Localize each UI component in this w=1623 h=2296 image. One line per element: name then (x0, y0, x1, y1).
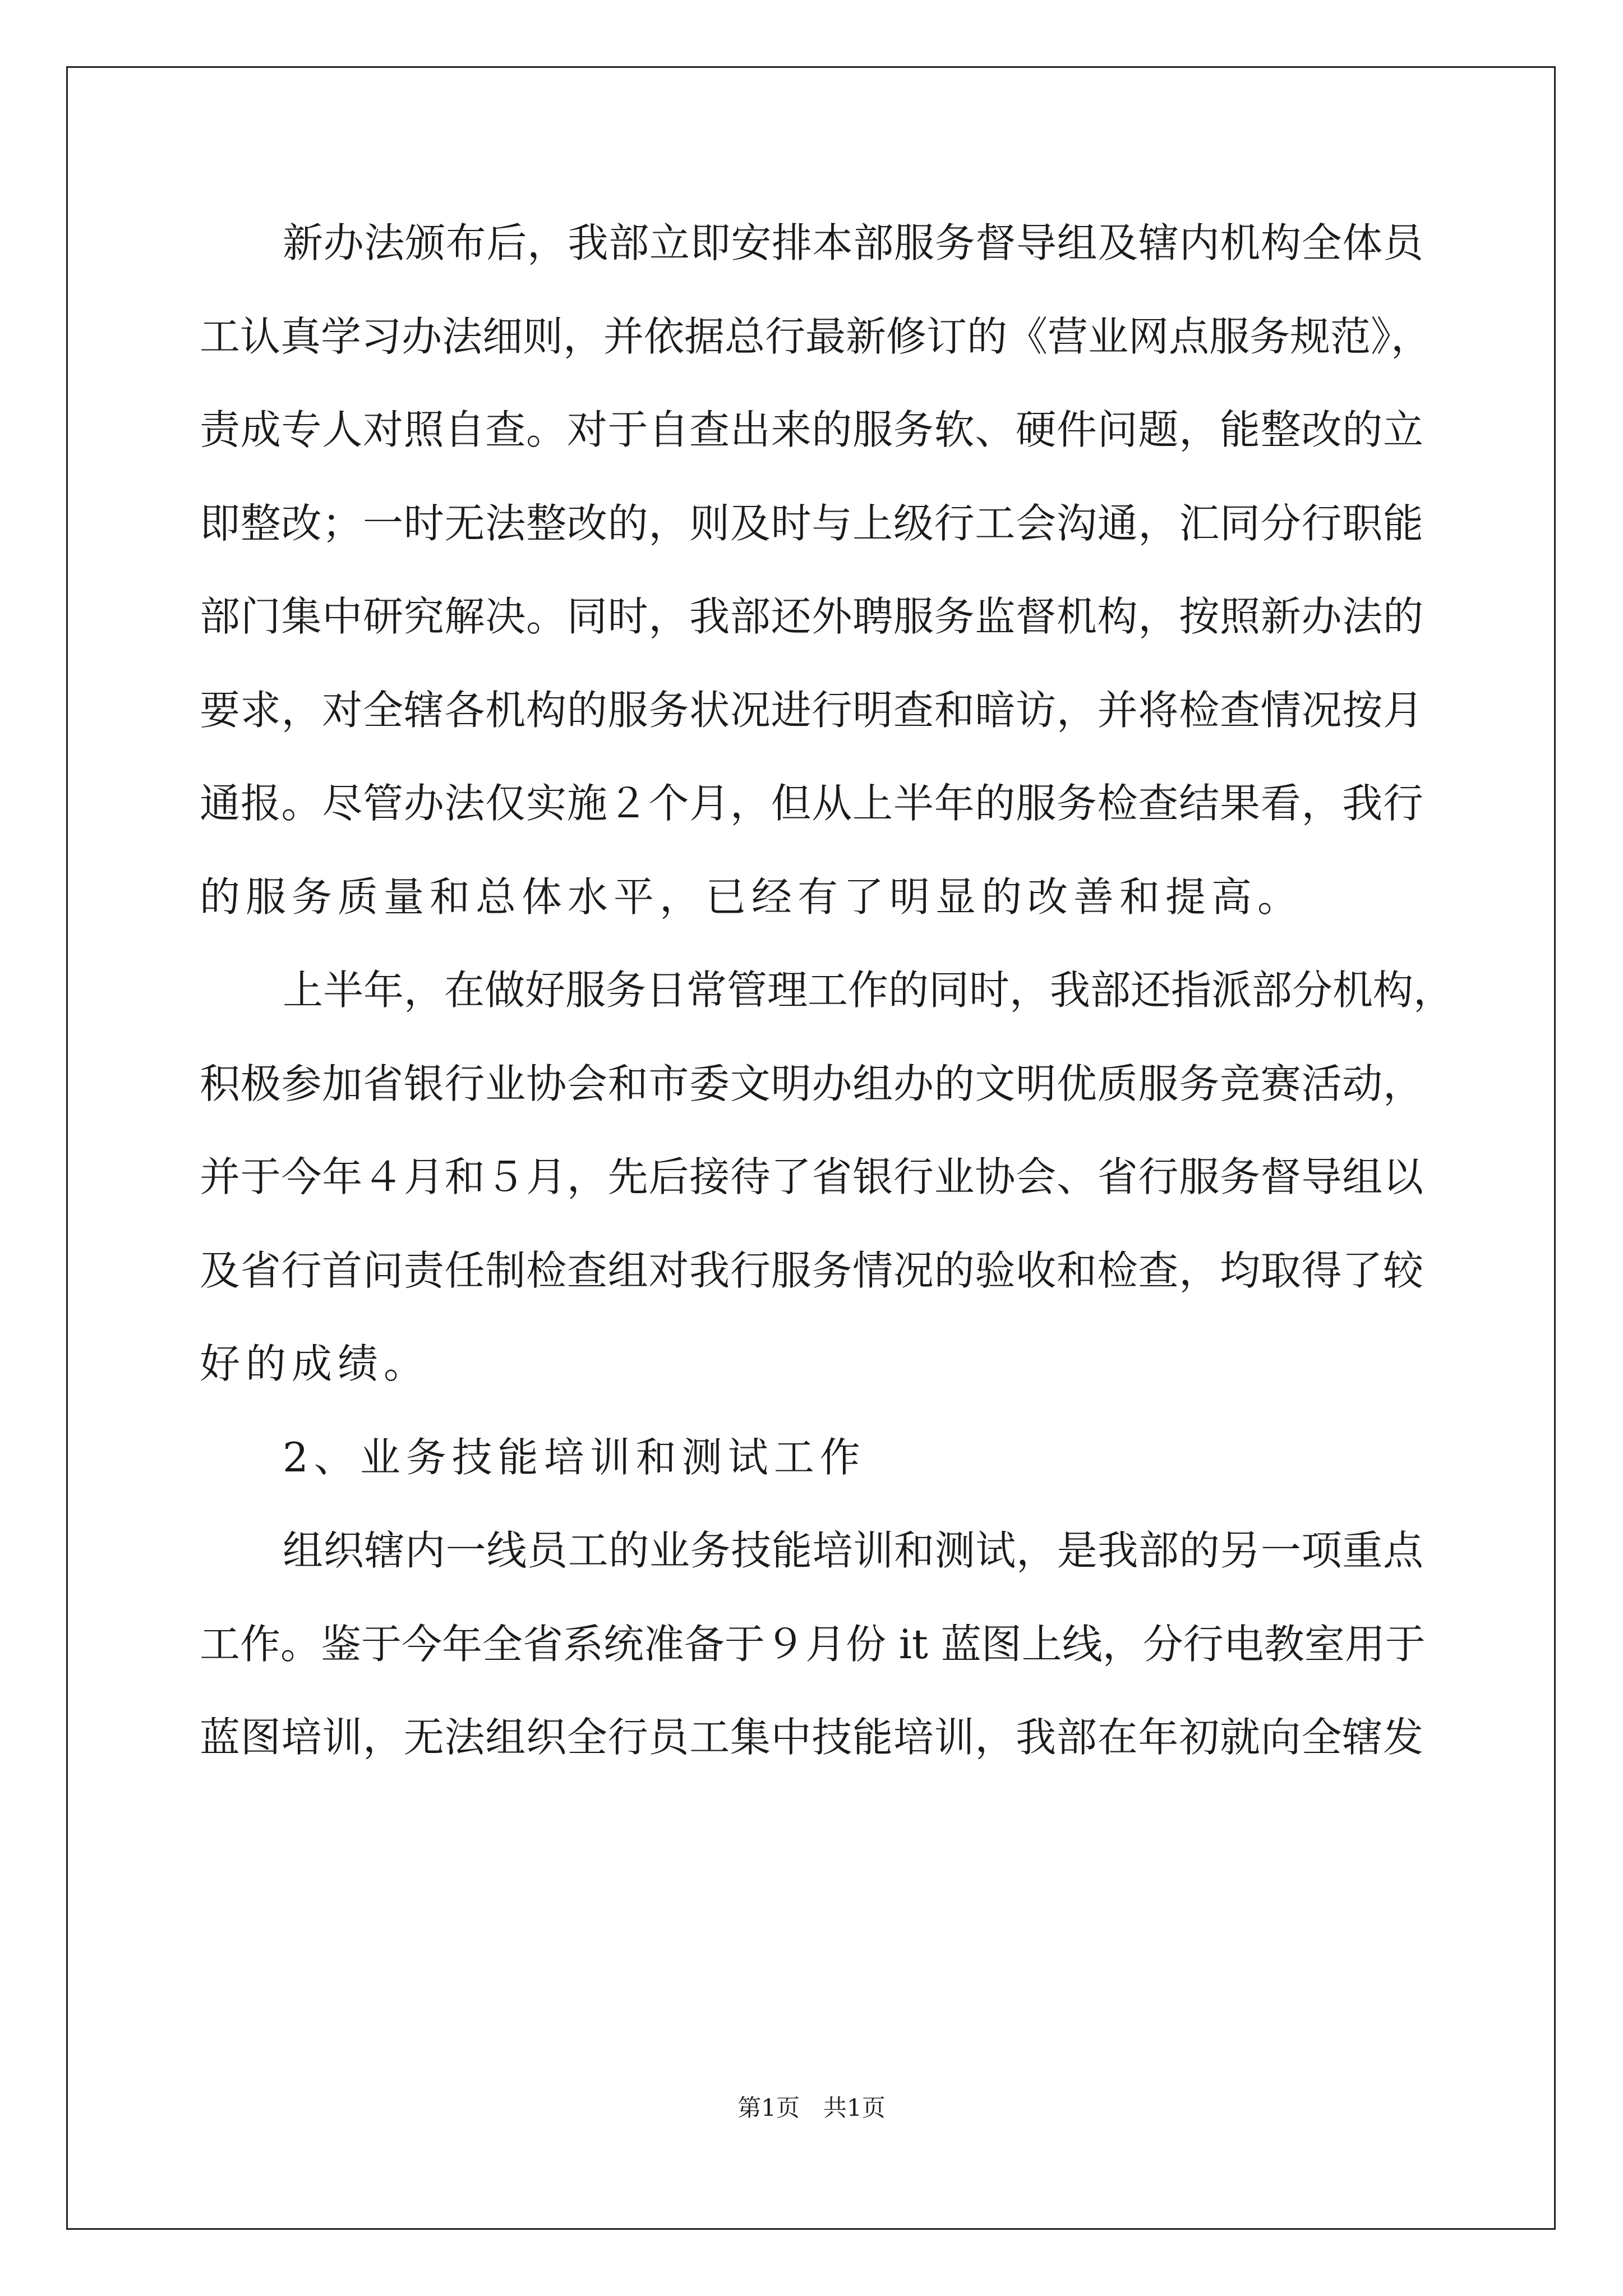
paragraph-2-line-4: 及省行首问责任制检查组对我行服务情况的验收和检查，均取得了较 (200, 1246, 1423, 1294)
paragraph-1-line-5: 部门集中研究解决。同时，我部还外聘服务监督机构，按照新办法的 (200, 593, 1423, 640)
paragraph-2-line-5: 好的成绩。 (200, 1340, 430, 1387)
paragraph-2-line-2: 积极参加省银行业协会和市委文明办组办的文明优质服务竞赛活动， (200, 1060, 1423, 1107)
section-heading: 2、业务技能培训和测试工作 (283, 1433, 866, 1481)
paragraph-2-line-3: 并于今年４月和５月，先后接待了省银行业协会、省行服务督导组以 (200, 1153, 1423, 1200)
paragraph-3-line-3: 蓝图培训，无法组织全行员工集中技能培训，我部在年初就向全辖发 (200, 1714, 1423, 1761)
paragraph-1-line-7: 通报。尽管办法仅实施２个月，但从上半年的服务检查结果看，我行 (200, 780, 1423, 827)
document-body (200, 196, 1454, 1784)
paragraph-1-line-6: 要求，对全辖各机构的服务状况进行明查和暗访，并将检查情况按月 (200, 686, 1423, 734)
paragraph-1-line-3: 责成专人对照自查。对于自查出来的服务软、硬件问题，能整改的立 (200, 406, 1423, 453)
paragraph-3-line-1: 组织辖内一线员工的业务技能培训和测试，是我部的另一项重点 (283, 1527, 1423, 1574)
page-number-footer: 第1页 共1页 (737, 2094, 886, 2122)
paragraph-1-line-4: 即整改；一时无法整改的，则及时与上级行工会沟通，汇同分行职能 (200, 499, 1423, 547)
paragraph-1-line-2: 工认真学习办法细则，并依据总行最新修订的《营业网点服务规范》， (200, 312, 1432, 360)
paragraph-2-line-1: 上半年，在做好服务日常管理工作的同时，我部还指派部分机构， (283, 967, 1454, 1014)
paragraph-3-line-2: 工作。鉴于今年全省系统准备于９月份 it 蓝图上线，分行电教室用于 (200, 1620, 1426, 1668)
paragraph-1-line-8: 的服务质量和总体水平，已经有了明显的改善和提高。 (200, 873, 1304, 921)
paragraph-1-line-1: 新办法颁布后，我部立即安排本部服务督导组及辖内机构全体员 (283, 219, 1423, 266)
